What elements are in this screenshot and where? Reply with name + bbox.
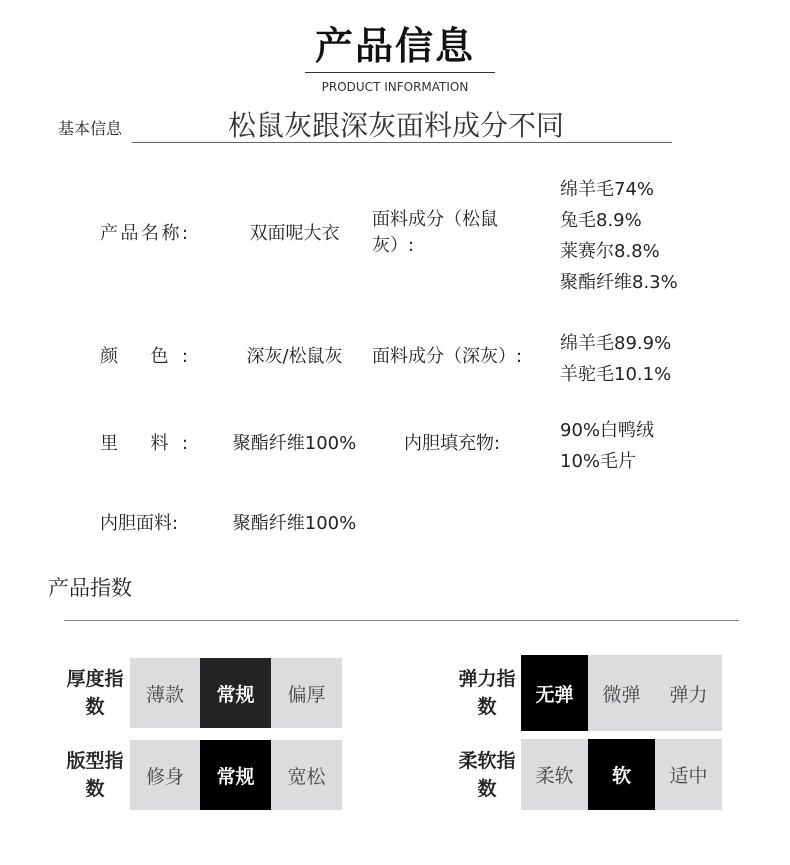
fit-index-label bbox=[60, 740, 130, 810]
title-underline bbox=[305, 72, 495, 73]
fabric-dark-values bbox=[560, 328, 760, 390]
filling-values bbox=[560, 415, 760, 477]
thickness-index-label-line-1: 厚度指 bbox=[66, 668, 124, 690]
elasticity-index-label bbox=[452, 658, 522, 728]
fit-index-label-line-1: 版型指 bbox=[66, 750, 124, 772]
softness-option-medium: 适中 bbox=[655, 739, 722, 810]
lining-label: 里 料: bbox=[100, 433, 188, 454]
inner-fabric-value: 聚酯纤维100% bbox=[232, 513, 357, 534]
filling-label: 内胆填充物: bbox=[404, 433, 501, 454]
filling-value: 90%白鸭绒 bbox=[560, 420, 655, 441]
elasticity-option-elastic: 弹力 bbox=[655, 655, 722, 731]
softness-index-label-line-2: 数 bbox=[477, 778, 497, 800]
softness-index-label-line-1: 柔软指 bbox=[458, 750, 516, 772]
fabric-squirrel-label-line-1: 面料成分（松鼠 bbox=[372, 209, 498, 230]
thickness-index-label-line-2: 数 bbox=[85, 696, 105, 718]
fit-option-slim: 修身 bbox=[130, 740, 200, 810]
fabric-squirrel-label-line-2: 灰）: bbox=[372, 235, 415, 256]
page-title: 产品信息 bbox=[314, 24, 475, 68]
product-name-value: 双面呢大衣 bbox=[249, 223, 340, 244]
basic-info-note: 松鼠灰跟深灰面料成分不同 bbox=[228, 109, 565, 142]
fabric-squirrel-value: 莱赛尔8.8% bbox=[560, 241, 660, 262]
thickness-index-label bbox=[60, 658, 130, 728]
product-index-title: 产品指数 bbox=[48, 576, 132, 600]
softness-option-softer: 软 bbox=[588, 739, 655, 810]
color-label: 颜 色: bbox=[100, 346, 188, 367]
lining-value: 聚酯纤维100% bbox=[232, 433, 357, 454]
fabric-squirrel-value: 聚酯纤维8.3% bbox=[560, 272, 678, 293]
filling-value: 10%毛片 bbox=[560, 451, 637, 472]
color-value: 深灰/松鼠灰 bbox=[246, 346, 343, 367]
basic-info-label: 基本信息 bbox=[58, 119, 123, 138]
fit-index-label-line-2: 数 bbox=[85, 778, 105, 800]
elasticity-option-none: 无弹 bbox=[521, 655, 588, 731]
inner-fabric-label: 内胆面料: bbox=[100, 513, 179, 534]
fabric-squirrel-value: 兔毛8.9% bbox=[560, 210, 642, 231]
fit-option-loose: 宽松 bbox=[271, 740, 342, 810]
elasticity-index-label-line-2: 数 bbox=[477, 696, 497, 718]
thickness-option-thin: 薄款 bbox=[130, 658, 200, 728]
page-subtitle: PRODUCT INFORMATION bbox=[321, 80, 469, 94]
product-name-label: 产品名称: bbox=[100, 223, 188, 244]
fabric-squirrel-value: 绵羊毛74% bbox=[560, 179, 655, 200]
thickness-option-thick: 偏厚 bbox=[271, 658, 342, 728]
fabric-squirrel-label bbox=[372, 207, 552, 259]
basic-info-divider bbox=[132, 142, 672, 143]
fabric-dark-value: 绵羊毛89.9% bbox=[560, 333, 672, 354]
elasticity-index-label-line-1: 弹力指 bbox=[458, 668, 516, 690]
thickness-option-regular: 常规 bbox=[200, 658, 271, 728]
fit-option-regular: 常规 bbox=[200, 740, 271, 810]
elasticity-option-slight: 微弹 bbox=[588, 655, 655, 731]
softness-index-label bbox=[452, 740, 522, 810]
product-index-divider bbox=[64, 620, 739, 621]
fabric-squirrel-values bbox=[560, 174, 760, 298]
fabric-dark-value: 羊驼毛10.1% bbox=[560, 364, 672, 385]
softness-option-soft: 柔软 bbox=[521, 739, 588, 810]
fabric-dark-label: 面料成分（深灰）: bbox=[372, 346, 523, 367]
